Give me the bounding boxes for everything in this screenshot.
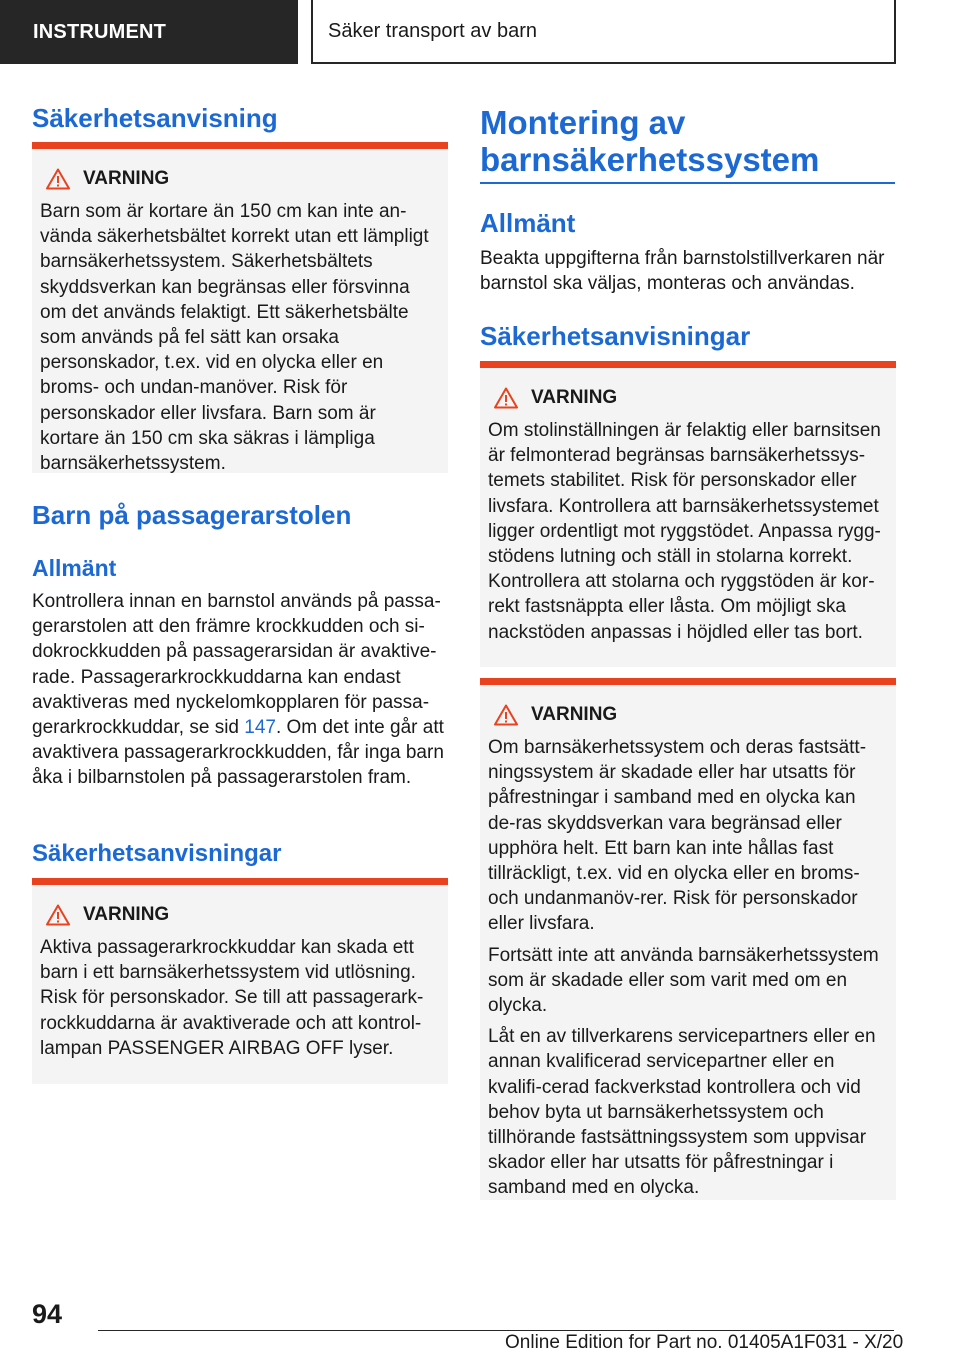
warning-label: VARNING [83,904,170,925]
paragraph-text-part1: Kontrollera innan en barnstol används på passa-gerarstolen att den främre krockkudden och si-dokrockkudden på passagerarsidan är avaktive-rade. Passagerarkrockkuddarna kan endast avaktiveras med nyckelomkopplaren för passa-gerarkrockkuddar, se sid [32,591,441,739]
footer-edition: Online Edition for Part no. 01405A1F031 - X/20 [505,1332,904,1353]
warning-text: Barn som är kortare än 150 cm kan inte an-vända säkerhetsbältet korrekt utan ett lämpligt barnsäkerhetssystem. Säkerhetsbältets skyddsverkan kan begränsas eller försvinna om det används felaktigt. Ett säkerhetsbälte som används på fel sätt kan orsaka personskador, t.ex. vid en olycka eller en broms- och undan-manöver. Risk för personskador eller livsfara. Barn som är kortare än 150 cm ska säkras i lämpliga barnsäkerhetssystem. [40,201,429,475]
paragraph-text-part2: . Om det inte går att avaktivera passagerarkrockkudden, får inga barn åka i bilbarnstolen på passagerarstolen fram. [32,717,444,789]
page-title: Montering av barnsäkerhetssystem [480,104,820,178]
warning-triangle-icon [46,168,70,190]
page-reference-link[interactable]: 147 [244,717,276,739]
paragraph-manufacturer-info: Beakta uppgifterna från barnstolstillverkaren när barnstol ska väljas, monteras och användas. [480,248,885,295]
warning-title [488,703,888,727]
paragraph-airbag-deactivation [32,589,448,791]
warning-triangle-icon [46,904,70,926]
warning-box-damaged-system [480,678,896,1200]
page-number: 94 [32,1299,63,1329]
warning-box-airbag [32,878,448,1084]
warning-triangle-icon [494,704,518,726]
heading-sakerhetsanvisning: Säkerhetsanvisning [32,103,278,133]
warning-box-child-height [32,142,448,473]
warning-text-p1: Om barnsäkerhetssystem och deras fastsätt-ningssystem är skadade eller har utsatts för påfrestningar i samband med en olycka kan de-ras skyddsverkan vara begränsad eller upphöra helt. Ett barn kan inte hållas fast tillräckligt, t.ex. vid en olycka eller en broms- och undanmanöv-rer. Risk för personskador eller livsfara. [488,737,867,935]
warning-label: VARNING [531,704,618,725]
page-header [0,0,960,66]
warning-text-p2: Fortsätt inte att använda barnsäkerhetssystem som är skadade eller som varit med om en olycka. [488,944,879,1017]
footer-rule [98,1330,894,1331]
heading-sakerhetsanvisningar-left: Säkerhetsanvisningar [32,840,282,867]
warning-box-seat-setting [480,361,896,667]
warning-label: VARNING [83,168,170,189]
warning-text: Om stolinställningen är felaktig eller barnsitsen är felmonterad begränsas barnsäkerhetssys-temets stabilitet. Risk för personskador eller livsfara. Kontrollera att barnsäkerhetssystemet ligger ordentligt mot ryggstödet. Anpassa rygg-stödens lutning och ställ in stolarna korrekt. Kontrollera att stolarna och ryggstöden är kor-rekt fastsnäppta eller låsta. Om möjligt ska nackstöden anpassas i höjdled eller tas bort. [488,420,881,643]
warning-triangle-icon [494,387,518,409]
warning-title [40,167,440,191]
warning-title [40,903,440,927]
warning-title [488,386,888,410]
heading-barn-pa-passagerarstolen: Barn på passagerarstolen [32,500,352,530]
heading-allmant-right: Allmänt [480,208,576,238]
heading-allmant-left: Allmänt [32,555,117,581]
title-underline [480,182,895,184]
warning-text: Aktiva passagerarkrockkuddar kan skada ett barn i ett barnsäkerhetssystem vid utlösning. Risk för personskador. Se till att passagerark-rockkuddarna är avaktiverade och att kontrol-lampan PASSENGER AIRBAG OFF lyser. [40,937,424,1059]
section-tab: INSTRUMENT [0,0,298,64]
heading-sakerhetsanvisningar-right: Säkerhetsanvisningar [480,321,751,351]
warning-label: VARNING [531,387,618,408]
chapter-title: Säker transport av barn [311,0,896,64]
warning-text-p3: Låt en av tillverkarens servicepartners eller en annan kvalificerad servicepartner eller en kvalifi-cerad fackverkstad kontrollera och vid behov byta ut barnsäkerhetssystem och tillhörande fastsättningssystem som uppvisar skador eller har utsatts för påfrestningar i samband med en olycka. [488,1026,876,1199]
